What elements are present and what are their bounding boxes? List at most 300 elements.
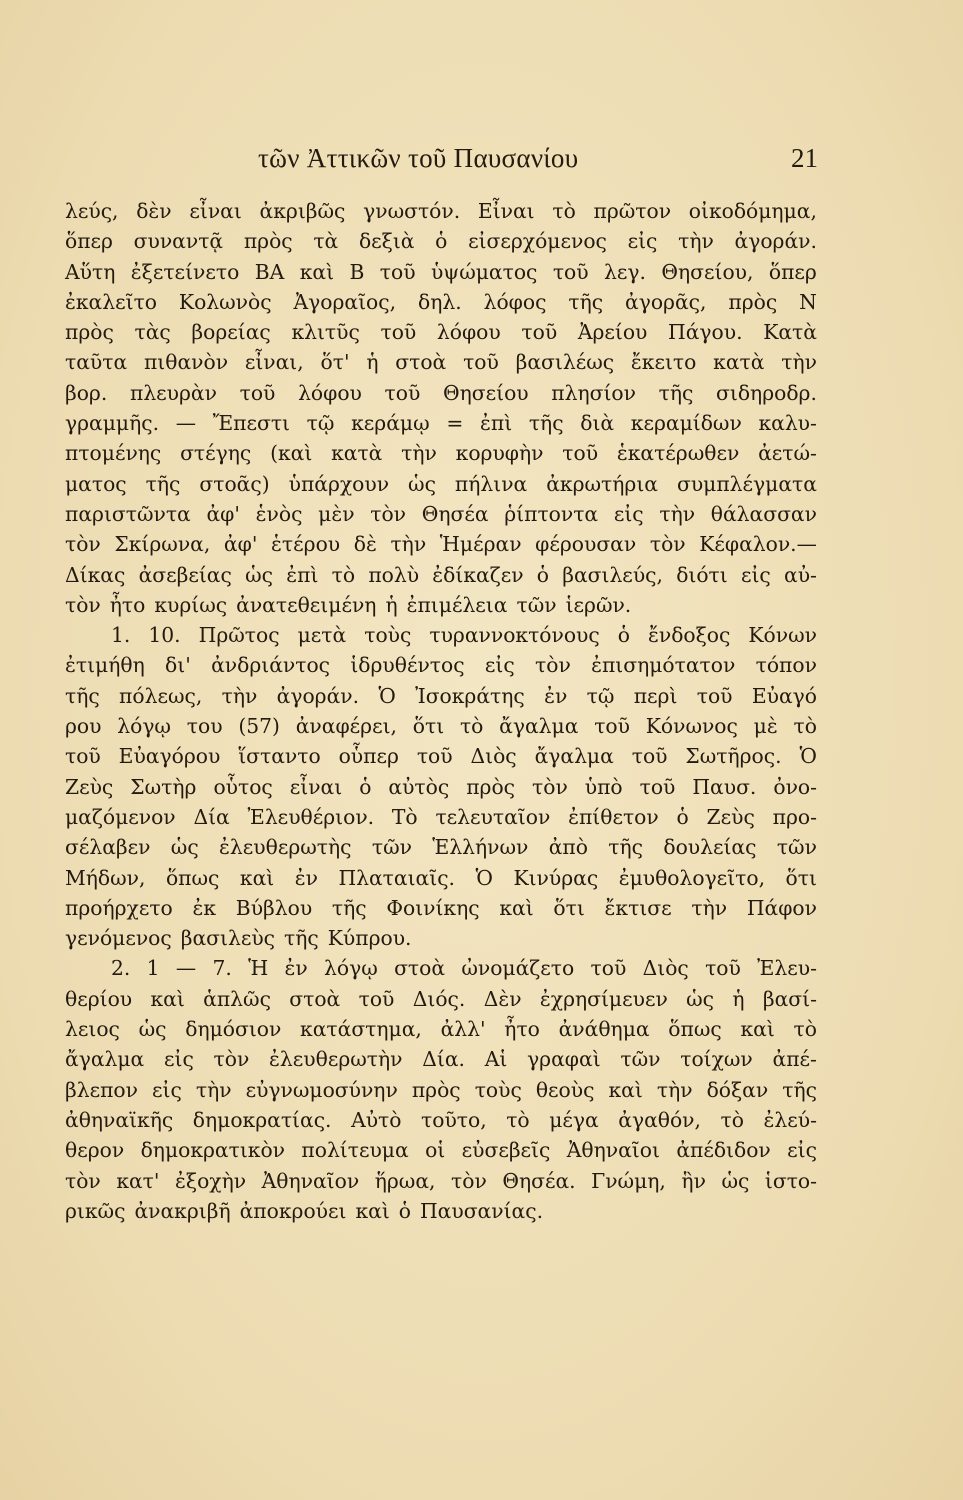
word: Σωτὴρ — [130, 774, 197, 799]
word: βλεπον — [65, 1077, 138, 1102]
word: ἑτέρου — [271, 532, 341, 557]
word: πιθανὸν — [143, 350, 229, 375]
word: του — [186, 714, 223, 739]
word: τὸν — [451, 1168, 487, 1193]
word: ἑκατέρωθεν — [616, 441, 740, 466]
word: ὅτι — [412, 714, 445, 739]
word: τὴν — [401, 441, 437, 466]
word: Παυσανίας. — [420, 1198, 544, 1223]
word: τὰ — [313, 229, 339, 254]
running-title: τῶν Ἀττικῶν τοῦ Παυσανίου — [258, 143, 579, 173]
word: εἰς — [740, 562, 771, 587]
text-line — [65, 499, 817, 529]
word: Κέφαλον.— — [699, 532, 817, 557]
word: Ἀγοραῖος, — [293, 289, 397, 314]
word: πόλεως, — [119, 683, 203, 708]
word: ἄγαλμα — [65, 1047, 145, 1072]
text-line — [65, 650, 817, 680]
word: τὸν — [65, 1168, 101, 1193]
word: Ἐλευθέριον. — [247, 804, 375, 829]
word: 7. — [212, 956, 232, 981]
word: εἰς — [787, 1138, 817, 1163]
word: οἰκοδόμημα, — [688, 199, 817, 223]
word: ὀνο- — [773, 774, 817, 799]
word: ὠνομάζετο — [461, 956, 575, 981]
word: τὸν — [532, 774, 568, 799]
word: Πάφον — [746, 895, 817, 920]
word: Αὐτὸ — [351, 1107, 402, 1132]
word: τῶν — [776, 835, 817, 860]
word: κυρίως — [154, 592, 228, 617]
word: στοὰ — [289, 986, 341, 1011]
word: Τὸ — [391, 804, 418, 829]
word: ἑνὸς — [255, 501, 303, 526]
word: ὡς — [408, 471, 436, 496]
word: τοῦ — [639, 774, 676, 799]
word: ὅπερ — [768, 259, 817, 284]
word: Κινύρας — [513, 865, 599, 890]
word: τῶν — [516, 592, 557, 617]
text-line — [65, 469, 817, 499]
word: τῆς — [331, 895, 367, 920]
word: ἐκ — [192, 895, 217, 920]
word: Φοινίκης — [386, 895, 480, 920]
text-line — [65, 196, 817, 226]
text-line — [65, 438, 817, 468]
word: τοῦ — [380, 320, 417, 345]
word: ἱδρυθέντος — [350, 653, 465, 678]
word: Πρῶτος — [198, 623, 280, 648]
word: δηλ. — [418, 289, 462, 314]
word: Ὁ — [799, 744, 817, 769]
text-line — [65, 408, 817, 438]
word: εἰς — [163, 1047, 194, 1072]
word: ἀγοράν. — [276, 683, 360, 708]
word: ἵσταντο — [238, 744, 321, 769]
word: ἐπὶ — [286, 562, 319, 587]
word: ἐλεύ- — [763, 1107, 817, 1132]
word: τυραννοκτόνους — [429, 623, 600, 648]
word: ὑπάρχουν — [288, 471, 390, 496]
word: ἄγαλμα — [499, 714, 579, 739]
word: ματος — [65, 471, 127, 496]
word: ὅπως — [165, 865, 220, 890]
word: ἱστο- — [764, 1168, 817, 1193]
word: ὑψώματος — [430, 259, 538, 284]
text-line — [65, 560, 817, 590]
word: τοὺς — [474, 1077, 522, 1102]
word: τὴν — [195, 1077, 232, 1102]
word: Ζεὺς — [706, 804, 755, 829]
word: βασί- — [762, 986, 817, 1011]
word: — — [175, 956, 197, 981]
word: τὴν — [781, 350, 817, 375]
text-line — [65, 529, 817, 559]
word: τὴν — [221, 683, 258, 708]
word: περὶ — [633, 683, 678, 708]
word: ὁ — [536, 562, 549, 587]
word: τοῦ — [590, 956, 627, 981]
word: τοῦ — [696, 683, 733, 708]
word: τὰς — [134, 320, 171, 345]
text-line — [65, 1044, 817, 1074]
text-line — [65, 287, 817, 317]
word: Ἀθηναῖοι — [566, 1138, 660, 1163]
word: λόφου — [298, 380, 362, 405]
word: ἀνάθημα — [558, 1017, 650, 1042]
text-line — [65, 711, 817, 741]
word: ὡς — [138, 1017, 167, 1042]
word: 2. — [111, 956, 131, 981]
word: ἀκριβῶς — [259, 199, 346, 223]
word: δὲν — [136, 199, 172, 223]
word: ὑπὸ — [584, 774, 623, 799]
word: ἐπιμέλεια — [406, 592, 508, 617]
text-line — [65, 923, 817, 953]
word: ἄγαλμα — [534, 744, 614, 769]
word: τοῦ — [521, 320, 558, 345]
word: ἔκειτο — [630, 350, 697, 375]
word: ὁ — [676, 804, 689, 829]
word: συναντᾷ — [133, 229, 224, 254]
word: ἀπὸ — [548, 835, 588, 860]
word: ὁ — [359, 774, 372, 799]
word: ἀγαθόν, — [618, 1107, 701, 1132]
word: Ἑλλήνων — [432, 835, 529, 860]
word: παριστῶντα — [65, 501, 191, 526]
text-line — [65, 863, 817, 893]
word: τοῦ — [463, 350, 499, 375]
word: γνωστόν. — [363, 199, 461, 223]
word: διότι — [676, 562, 728, 587]
word: ἐν — [284, 956, 308, 981]
word: καὶ — [355, 1198, 390, 1223]
word: κεράμῳ — [351, 411, 430, 436]
word: ἐν — [544, 683, 568, 708]
word: ρου — [65, 714, 102, 739]
word: τὸν — [370, 501, 407, 526]
word: πολίτευμα — [301, 1138, 409, 1163]
word: Πλαταιαῖς. — [338, 865, 455, 890]
word: ὁ — [617, 623, 630, 648]
word: λόγῳ — [324, 956, 378, 981]
word: Γνώμη, — [591, 1168, 666, 1193]
word: καὶ — [499, 895, 534, 920]
word: τελευταῖον — [435, 804, 551, 829]
word: καὶ — [608, 1077, 643, 1102]
word: κεραμίδων — [630, 411, 742, 436]
word: διὰ — [580, 411, 615, 436]
word: λεγ. — [604, 259, 646, 284]
word: ἡ — [385, 592, 398, 617]
word: Κατὰ — [763, 320, 817, 345]
word: ὅτι — [785, 865, 817, 890]
word: ἀετώ- — [758, 441, 817, 466]
word: τῆς — [608, 835, 644, 860]
word: κλιτῦς — [291, 320, 360, 345]
word: προήρχετο — [65, 895, 173, 920]
word: τὸ — [552, 199, 576, 223]
word: ἦτο — [109, 592, 146, 617]
word: ἁπλῶς — [203, 986, 271, 1011]
word: στέγης — [180, 441, 252, 466]
word: ἀγοράν. — [734, 229, 817, 254]
text-line — [65, 832, 817, 862]
word: πρὸς — [728, 289, 778, 314]
word: ἐλευθερωτὴν — [269, 1047, 403, 1072]
word: ἀναφέρει, — [295, 714, 397, 739]
word: τὸ — [506, 1107, 530, 1132]
word: θερίου — [65, 986, 133, 1011]
word: πρὸς — [466, 774, 516, 799]
text-line — [65, 1075, 817, 1105]
word: Ἀρείου — [577, 320, 648, 345]
word: δὲ — [353, 532, 377, 557]
word: ἡ — [732, 986, 745, 1011]
text-line — [65, 953, 817, 983]
word: στοὰ — [394, 956, 446, 981]
word: γενόμενος — [65, 926, 172, 951]
text-line — [65, 741, 817, 771]
page-header — [258, 143, 818, 179]
word: ἀγορᾶς, — [625, 289, 707, 314]
word: τῆς — [782, 1077, 817, 1102]
word: τοῦ — [552, 259, 589, 284]
word: Διὸς — [470, 744, 517, 769]
word: ἐν — [294, 865, 318, 890]
word: Β — [349, 259, 365, 284]
text-line — [65, 347, 817, 377]
word: τὸ — [793, 1017, 817, 1042]
word: τοῦ — [594, 714, 630, 739]
word: Αἱ — [484, 1047, 508, 1072]
word: λεύς, — [65, 199, 119, 223]
word: τὸ — [459, 714, 484, 739]
word: τῆς — [568, 289, 604, 314]
word: Σκίρωνα, — [114, 532, 211, 557]
word: τῷ — [306, 411, 335, 436]
word: τοῦ — [239, 380, 276, 405]
word: Κολωνὸς — [178, 289, 272, 314]
word: θάλασσαν — [710, 501, 817, 526]
word: μὲν — [318, 501, 355, 526]
word: Ζεὺς — [65, 774, 114, 799]
word: οὗτος — [213, 774, 273, 799]
word: πλησίον — [551, 380, 636, 405]
word: τῆς — [528, 411, 564, 436]
word: τῷ — [586, 683, 615, 708]
word: κατὰ — [331, 441, 383, 466]
word: εἰς — [152, 1077, 182, 1102]
word: καὶ — [740, 1017, 775, 1042]
word: ἀπέ- — [772, 1047, 817, 1072]
word: Θησείου — [442, 380, 529, 405]
word: τὸν — [65, 592, 101, 617]
word: ὅπερ — [65, 229, 113, 254]
word: κατάστημα, — [300, 1017, 422, 1042]
word: = — [446, 411, 464, 436]
word: Ἡ — [248, 956, 269, 981]
word: δημοκρατίας. — [192, 1107, 332, 1132]
word: Βύβλου — [235, 895, 313, 920]
word: 10. — [148, 623, 181, 648]
word: ἐπισημότατον — [591, 653, 736, 678]
word: φέρουσαν — [535, 532, 637, 557]
page-number: 21 — [791, 143, 818, 173]
word: θεοὺς — [535, 1077, 595, 1102]
word: Αὕτη — [65, 259, 116, 284]
word: τὴν — [656, 1077, 693, 1102]
text-line — [65, 378, 817, 408]
word: τὸν — [65, 532, 101, 557]
word: τῶν — [620, 1047, 661, 1072]
word: τῆς — [145, 471, 181, 496]
word: βασιλεὺς — [180, 926, 276, 951]
word: δημόσιον — [185, 1017, 282, 1042]
word: τοῦ — [358, 986, 395, 1011]
text-line — [65, 590, 817, 620]
word: — — [175, 411, 197, 436]
word: Ὁ — [475, 865, 493, 890]
word: ἀφ' — [206, 501, 240, 526]
body-text — [65, 196, 817, 1226]
word: οὗπερ — [338, 744, 399, 769]
word: Μήδων, — [65, 865, 146, 890]
word: ἀποκρούει — [239, 1198, 347, 1223]
word: ὡς — [721, 1168, 750, 1193]
word: μὲ — [753, 714, 778, 739]
text-line — [65, 802, 817, 832]
word: μαζόμενον — [65, 804, 176, 829]
word: βασιλεύς, — [562, 562, 663, 587]
word: ἀλλ' — [440, 1017, 486, 1042]
word: Παυσ. — [692, 774, 757, 799]
word: στοᾶς) — [199, 471, 270, 496]
word: 1 — [146, 956, 160, 981]
word: Σωτῆρος. — [685, 744, 782, 769]
text-line — [65, 226, 817, 256]
word: πρῶτον — [593, 199, 672, 223]
word: ἐπίθετον — [568, 804, 659, 829]
word: ἐξοχὴν — [175, 1168, 247, 1193]
word: καὶ — [299, 259, 335, 284]
word: ρικῶς — [65, 1198, 126, 1223]
word: οἱ — [425, 1138, 446, 1163]
word: μέγα — [549, 1107, 599, 1132]
word: τοῦτο, — [421, 1107, 487, 1132]
word: εἰς — [627, 229, 658, 254]
word: καλυ- — [758, 411, 817, 436]
word: τοίχων — [680, 1047, 753, 1072]
word: ἣν — [681, 1168, 706, 1193]
word: ὡς — [686, 986, 715, 1011]
word: ἐκαλεῖτο — [65, 289, 157, 314]
word: πήλινα — [454, 471, 528, 496]
word: εἰσερχόμενος — [468, 229, 607, 254]
word: Κόνων — [748, 623, 817, 648]
word: πρὸς — [65, 320, 114, 345]
word: βορείας — [191, 320, 271, 345]
word: ΒΑ — [254, 259, 285, 284]
word: ἐδίκαζεν — [432, 562, 524, 587]
word: ἐξετείνετο — [130, 259, 240, 284]
word: πτομένης — [65, 441, 162, 466]
word: βορ. — [65, 380, 108, 405]
word: τὴν — [691, 895, 728, 920]
word: θερον — [65, 1138, 125, 1163]
word: Εὐαγόρου — [118, 744, 221, 769]
word: ἀπέδιδον — [676, 1138, 771, 1163]
word: κατὰ — [713, 350, 765, 375]
word: τοῦ — [705, 956, 741, 981]
word: Ν — [799, 289, 817, 314]
word: (καὶ — [270, 441, 313, 466]
word: εἰς — [484, 653, 515, 678]
word: τὴν — [678, 229, 714, 254]
word: ἐχρησίμευεν — [539, 986, 668, 1011]
word: ἀσεβείας — [138, 562, 232, 587]
word: αὐτὸς — [388, 774, 450, 799]
text-line — [65, 1166, 817, 1196]
word: ἀφ' — [223, 532, 258, 557]
word: Πάγου. — [668, 320, 743, 345]
word: τοῦ — [65, 744, 101, 769]
word: ἐτιμήθη — [65, 653, 145, 678]
word: εὐσεβεῖς — [461, 1138, 551, 1163]
word: τόπον — [755, 653, 817, 678]
word: Εὐαγό — [751, 683, 817, 708]
word: εἶναι — [189, 199, 242, 223]
word: πολὺ — [368, 562, 420, 587]
word: Δίκας — [65, 562, 126, 587]
word: πρὸς — [243, 229, 293, 254]
word: Ἔπεστι — [212, 411, 290, 436]
word: τὸν — [213, 1047, 250, 1072]
word: τὸν — [535, 653, 571, 678]
word: εἰς — [613, 501, 644, 526]
word: δόξαν — [706, 1077, 769, 1102]
word: αὐ- — [784, 562, 817, 587]
text-line — [65, 257, 817, 287]
text-line — [65, 772, 817, 802]
text-line — [65, 1014, 817, 1044]
word: γραφαὶ — [527, 1047, 601, 1072]
text-line — [65, 1105, 817, 1135]
word: τοῦ — [631, 744, 668, 769]
word: Δία. — [422, 1047, 465, 1072]
word: ἐλευθερωτὴς — [219, 835, 352, 860]
word: ὅπως — [668, 1017, 722, 1042]
word: ὁ — [398, 1198, 411, 1223]
word: Κύπρου. — [327, 926, 412, 951]
word: σέλαβεν — [65, 835, 151, 860]
word: καὶ — [150, 986, 185, 1011]
word: ἀκρωτήρια — [546, 471, 658, 496]
word: τῆς — [658, 380, 694, 405]
word: Ὁ — [378, 683, 396, 708]
word: ὡς — [245, 562, 274, 587]
word: τοὺς — [364, 623, 412, 648]
word: τοῦ — [416, 744, 453, 769]
word: δημοκρατικὸν — [140, 1138, 286, 1163]
word: ἐπὶ — [479, 411, 513, 436]
word: ἀθηναϊκῆς — [65, 1107, 174, 1132]
word: τοῦ — [562, 441, 599, 466]
text-line — [65, 984, 817, 1014]
word: προ- — [772, 804, 817, 829]
word: ὡς — [170, 835, 199, 860]
word: ἱερῶν. — [565, 592, 632, 617]
